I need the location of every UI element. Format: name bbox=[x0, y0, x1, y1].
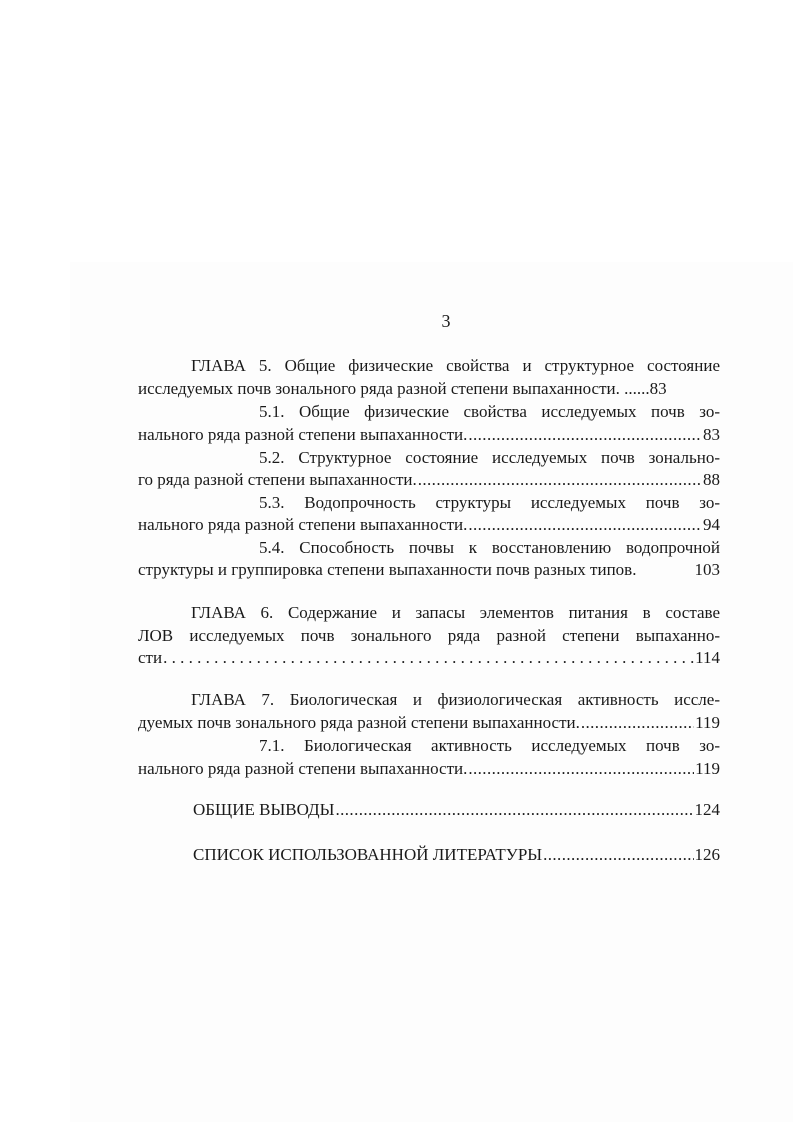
toc-section-7-1-text: нального ряда разной степени выпаханности. bbox=[138, 759, 468, 778]
toc-chapter-7-title: ГЛАВА 7. Биологическая и физиологическая активность иссле- bbox=[191, 690, 720, 709]
toc-section-5-1-text: нального ряда разной степени выпаханности. bbox=[138, 425, 468, 444]
toc-leader-dots bbox=[468, 425, 702, 445]
toc-leader-dots bbox=[163, 648, 694, 668]
toc-leader-dots bbox=[335, 800, 693, 820]
toc-references-text: СПИСОК ИСПОЛЬЗОВАННОЙ ЛИТЕРАТУРЫ bbox=[193, 845, 543, 864]
toc-section-5-3-page: 94 bbox=[703, 515, 720, 534]
toc-section-5-2-page: 88 bbox=[703, 470, 720, 489]
toc-section-7-1-page: 119 bbox=[695, 759, 720, 778]
toc-section-5-2-text: го ряда разной степени выпаханности. bbox=[138, 470, 417, 489]
toc-conclusions-page: 124 bbox=[694, 800, 720, 819]
toc-section-5-2-title: 5.2. Структурное состояние исследуемых почв зонально- bbox=[259, 448, 720, 467]
toc-section-7-1-title: 7.1. Биологическая активность исследуемых почв зо- bbox=[259, 736, 720, 755]
toc-section-7-1-entry bbox=[138, 759, 720, 779]
toc-chapter-7-text: дуемых почв зонального ряда разной степени выпаханности. bbox=[138, 713, 580, 732]
toc-leader-dots bbox=[543, 845, 693, 865]
toc-section-5-1-entry bbox=[138, 425, 720, 445]
toc-leader-dots bbox=[418, 470, 702, 490]
toc-section-5-3-text: нального ряда разной степени выпаханности. bbox=[138, 515, 468, 534]
toc-section-5-4-entry bbox=[138, 560, 720, 580]
toc-leader-dots bbox=[581, 713, 694, 733]
toc-section-5-3-entry bbox=[138, 515, 720, 535]
toc-chapter-5-page: 83 bbox=[649, 379, 667, 398]
toc-chapter-5-entry bbox=[138, 379, 720, 399]
toc-references-entry bbox=[193, 845, 720, 865]
toc-section-5-1-title: 5.1. Общие физические свойства исследуемых почв зо- bbox=[259, 402, 720, 421]
toc-chapter-6-text: сти bbox=[138, 648, 163, 667]
toc-chapter-7-entry bbox=[138, 713, 720, 733]
toc-section-5-4-page: 103 bbox=[694, 560, 720, 579]
toc-section-5-3-title: 5.3. Водопрочность структуры исследуемых почв зо- bbox=[259, 493, 720, 512]
toc-conclusions-entry bbox=[193, 800, 720, 820]
toc-chapter-6-title: ГЛАВА 6. Содержание и запасы элементов питания в составе bbox=[191, 603, 720, 622]
toc-chapter-7-page: 119 bbox=[695, 713, 720, 732]
toc-chapter-5-text: исследуемых почв зонального ряда разной степени выпаханности. ...... bbox=[138, 379, 650, 398]
page-number: 3 bbox=[441, 311, 451, 331]
toc-chapter-6-page: 114 bbox=[695, 648, 720, 667]
toc-leader-dots bbox=[468, 515, 702, 535]
toc-section-5-4-text: структуры и группировка степени выпаханности почв разных типов. bbox=[138, 560, 637, 579]
toc-chapter-6-title-cont: ЛОВ исследуемых почв зонального ряда разной степени выпаханно- bbox=[138, 626, 720, 645]
toc-leader-dots bbox=[468, 759, 694, 779]
toc-references-page: 126 bbox=[694, 845, 720, 864]
toc-section-5-1-page: 83 bbox=[703, 425, 720, 444]
toc-section-5-4-title: 5.4. Способность почвы к восстановлению водопрочной bbox=[259, 538, 720, 557]
toc-conclusions-text: ОБЩИЕ ВЫВОДЫ bbox=[193, 800, 335, 819]
toc-section-5-2-entry bbox=[138, 470, 720, 490]
toc-chapter-6-entry bbox=[138, 648, 720, 668]
toc-chapter-5-title: ГЛАВА 5. Общие физические свойства и структурное состояние bbox=[191, 356, 720, 375]
